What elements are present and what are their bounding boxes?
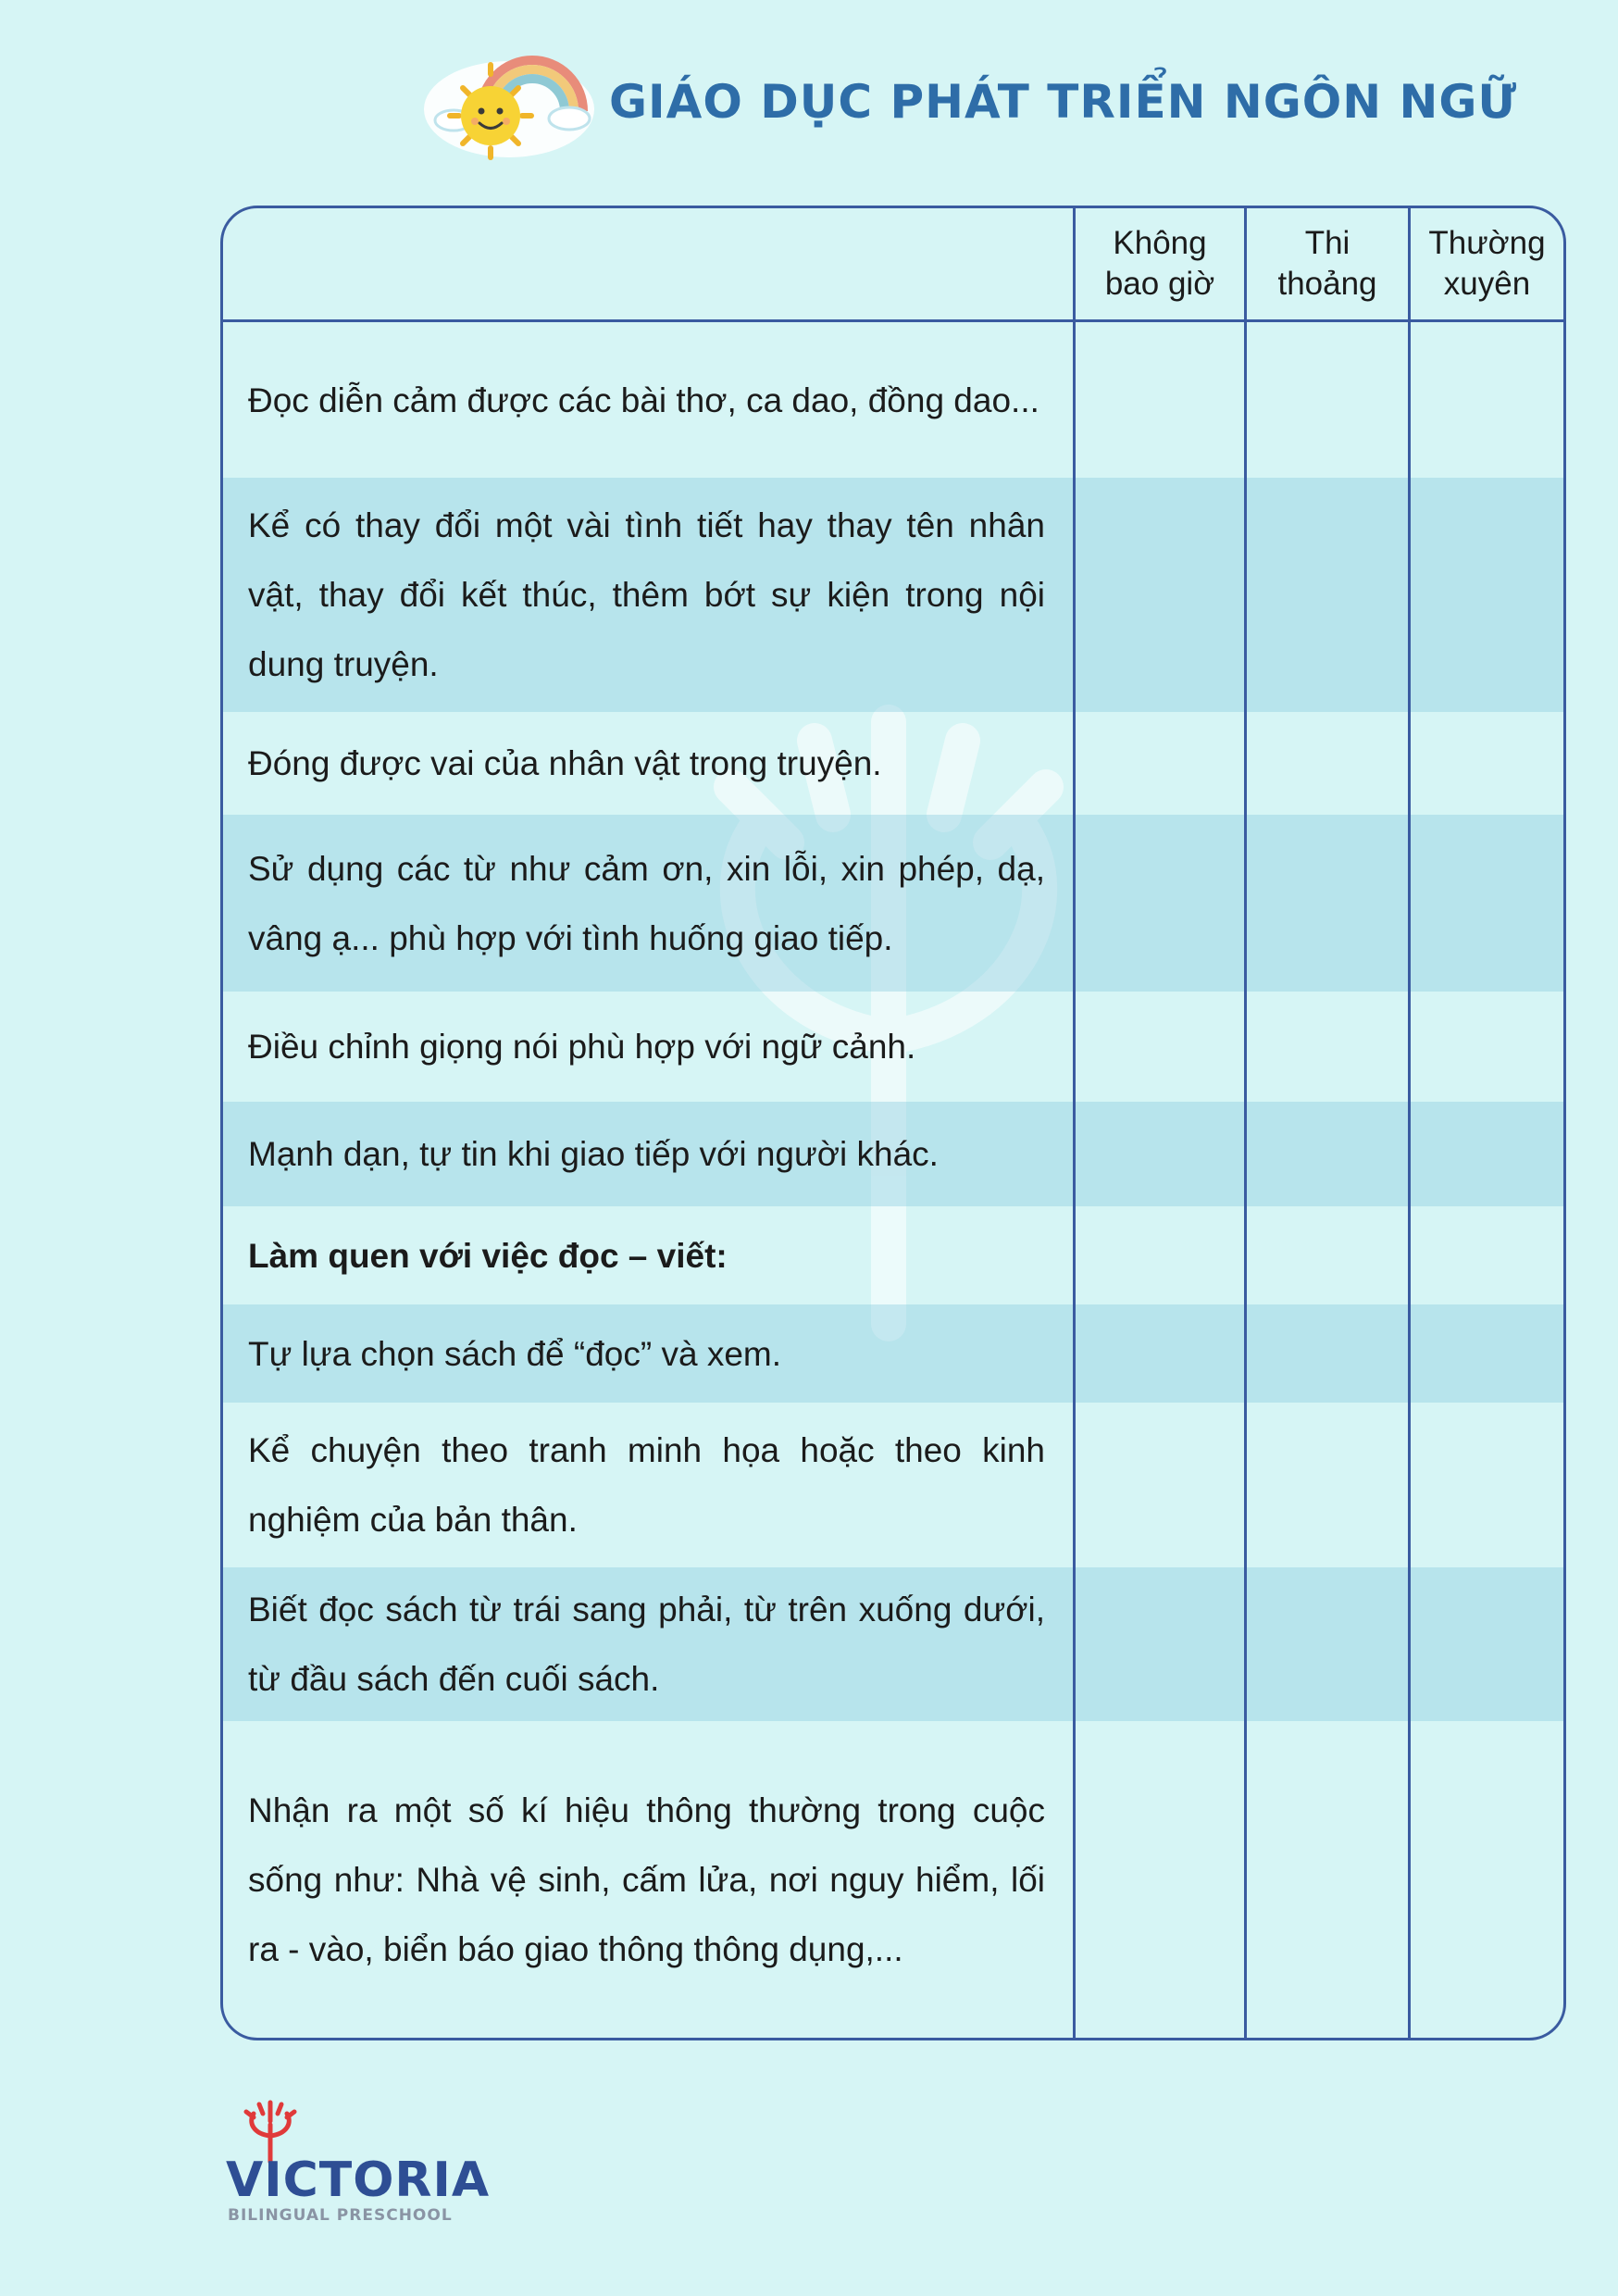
checklist-table [220,206,1566,2040]
check-cell-sometimes[interactable] [1244,992,1408,1102]
table-row [223,322,1563,478]
check-cell-never[interactable] [1073,478,1244,712]
column-header-often: Thường xuyên [1408,208,1563,319]
check-cell-never [1073,1206,1244,1304]
check-cell-sometimes[interactable] [1244,1304,1408,1403]
check-cell-never[interactable] [1073,1567,1244,1721]
table-row [223,992,1563,1102]
table-header-row [223,208,1563,322]
check-cell-sometimes[interactable] [1244,712,1408,815]
table-row [223,815,1563,992]
page-title: GIÁO DỤC PHÁT TRIỂN NGÔN NGỮ [609,75,1518,129]
check-cell-sometimes[interactable] [1244,322,1408,478]
check-cell-often[interactable] [1408,1567,1563,1721]
row-label: Điều chỉnh giọng nói phù hợp với ngữ cảnh. [248,1028,916,1066]
row-label: Đóng được vai của nhân vật trong truyện. [248,744,882,782]
check-cell-often[interactable] [1408,712,1563,815]
table-row [223,1403,1563,1567]
column-header-never: Không bao giờ [1073,208,1244,319]
table-row [223,712,1563,815]
row-label: Sử dụng các từ như cảm ơn, xin lỗi, xin phép, dạ, vâng ạ... phù hợp với tình huống giao tiếp. [248,849,1045,957]
sun-rainbow-icon [417,37,602,167]
check-cell-never[interactable] [1073,322,1244,478]
column-header-sometimes: Thi thoảng [1244,208,1408,319]
header-blank-cell [223,208,1073,319]
row-label: Mạnh dạn, tự tin khi giao tiếp với người khác. [248,1135,939,1173]
check-cell-often[interactable] [1408,1102,1563,1206]
table-row [223,1567,1563,1721]
row-label: Biết đọc sách từ trái sang phải, từ trên xuống dưới, từ đầu sách đến cuối sách. [248,1591,1045,1698]
check-cell-often[interactable] [1408,992,1563,1102]
row-label: Tự lựa chọn sách để “đọc” và xem. [248,1334,781,1373]
check-cell-sometimes[interactable] [1244,1721,1408,2038]
school-logo [226,2097,491,2227]
check-cell-never[interactable] [1073,1304,1244,1403]
section-heading: Làm quen với việc đọc – viết: [248,1236,728,1275]
check-cell-often[interactable] [1408,1403,1563,1567]
page-header [417,37,1517,167]
check-cell-sometimes[interactable] [1244,815,1408,992]
check-cell-never[interactable] [1073,992,1244,1102]
check-cell-never[interactable] [1073,1403,1244,1567]
check-cell-sometimes [1244,1206,1408,1304]
check-cell-never[interactable] [1073,1102,1244,1206]
check-cell-sometimes[interactable] [1244,1403,1408,1567]
check-cell-often[interactable] [1408,1721,1563,2038]
check-cell-never[interactable] [1073,712,1244,815]
check-cell-sometimes[interactable] [1244,1567,1408,1721]
check-cell-often [1408,1206,1563,1304]
check-cell-often[interactable] [1408,815,1563,992]
logo-wordmark: VICTORIA [226,2152,491,2208]
section-heading-row [223,1206,1563,1304]
table-row [223,478,1563,712]
check-cell-often[interactable] [1408,1304,1563,1403]
check-cell-sometimes[interactable] [1244,478,1408,712]
row-label: Kể chuyện theo tranh minh họa hoặc theo kinh nghiệm của bản thân. [248,1431,1045,1539]
table-row [223,1721,1563,2038]
row-label: Nhận ra một số kí hiệu thông thường trong cuộc sống như: Nhà vệ sinh, cấm lửa, nơi nguy hiểm, lối ra - vào, biển báo giao thông thông dụng,... [248,1791,1045,1968]
check-cell-never[interactable] [1073,1721,1244,2038]
row-label: Kể có thay đổi một vài tình tiết hay thay tên nhân vật, thay đổi kết thúc, thêm bớt sự kiện trong nội dung truyện. [248,506,1045,683]
check-cell-sometimes[interactable] [1244,1102,1408,1206]
check-cell-never[interactable] [1073,815,1244,992]
check-cell-often[interactable] [1408,322,1563,478]
table-row [223,1102,1563,1206]
row-label: Đọc diễn cảm được các bài thơ, ca dao, đồng dao... [248,381,1039,419]
table-row [223,1304,1563,1403]
check-cell-often[interactable] [1408,478,1563,712]
logo-subtitle: BILINGUAL PRESCHOOL [228,2206,453,2225]
